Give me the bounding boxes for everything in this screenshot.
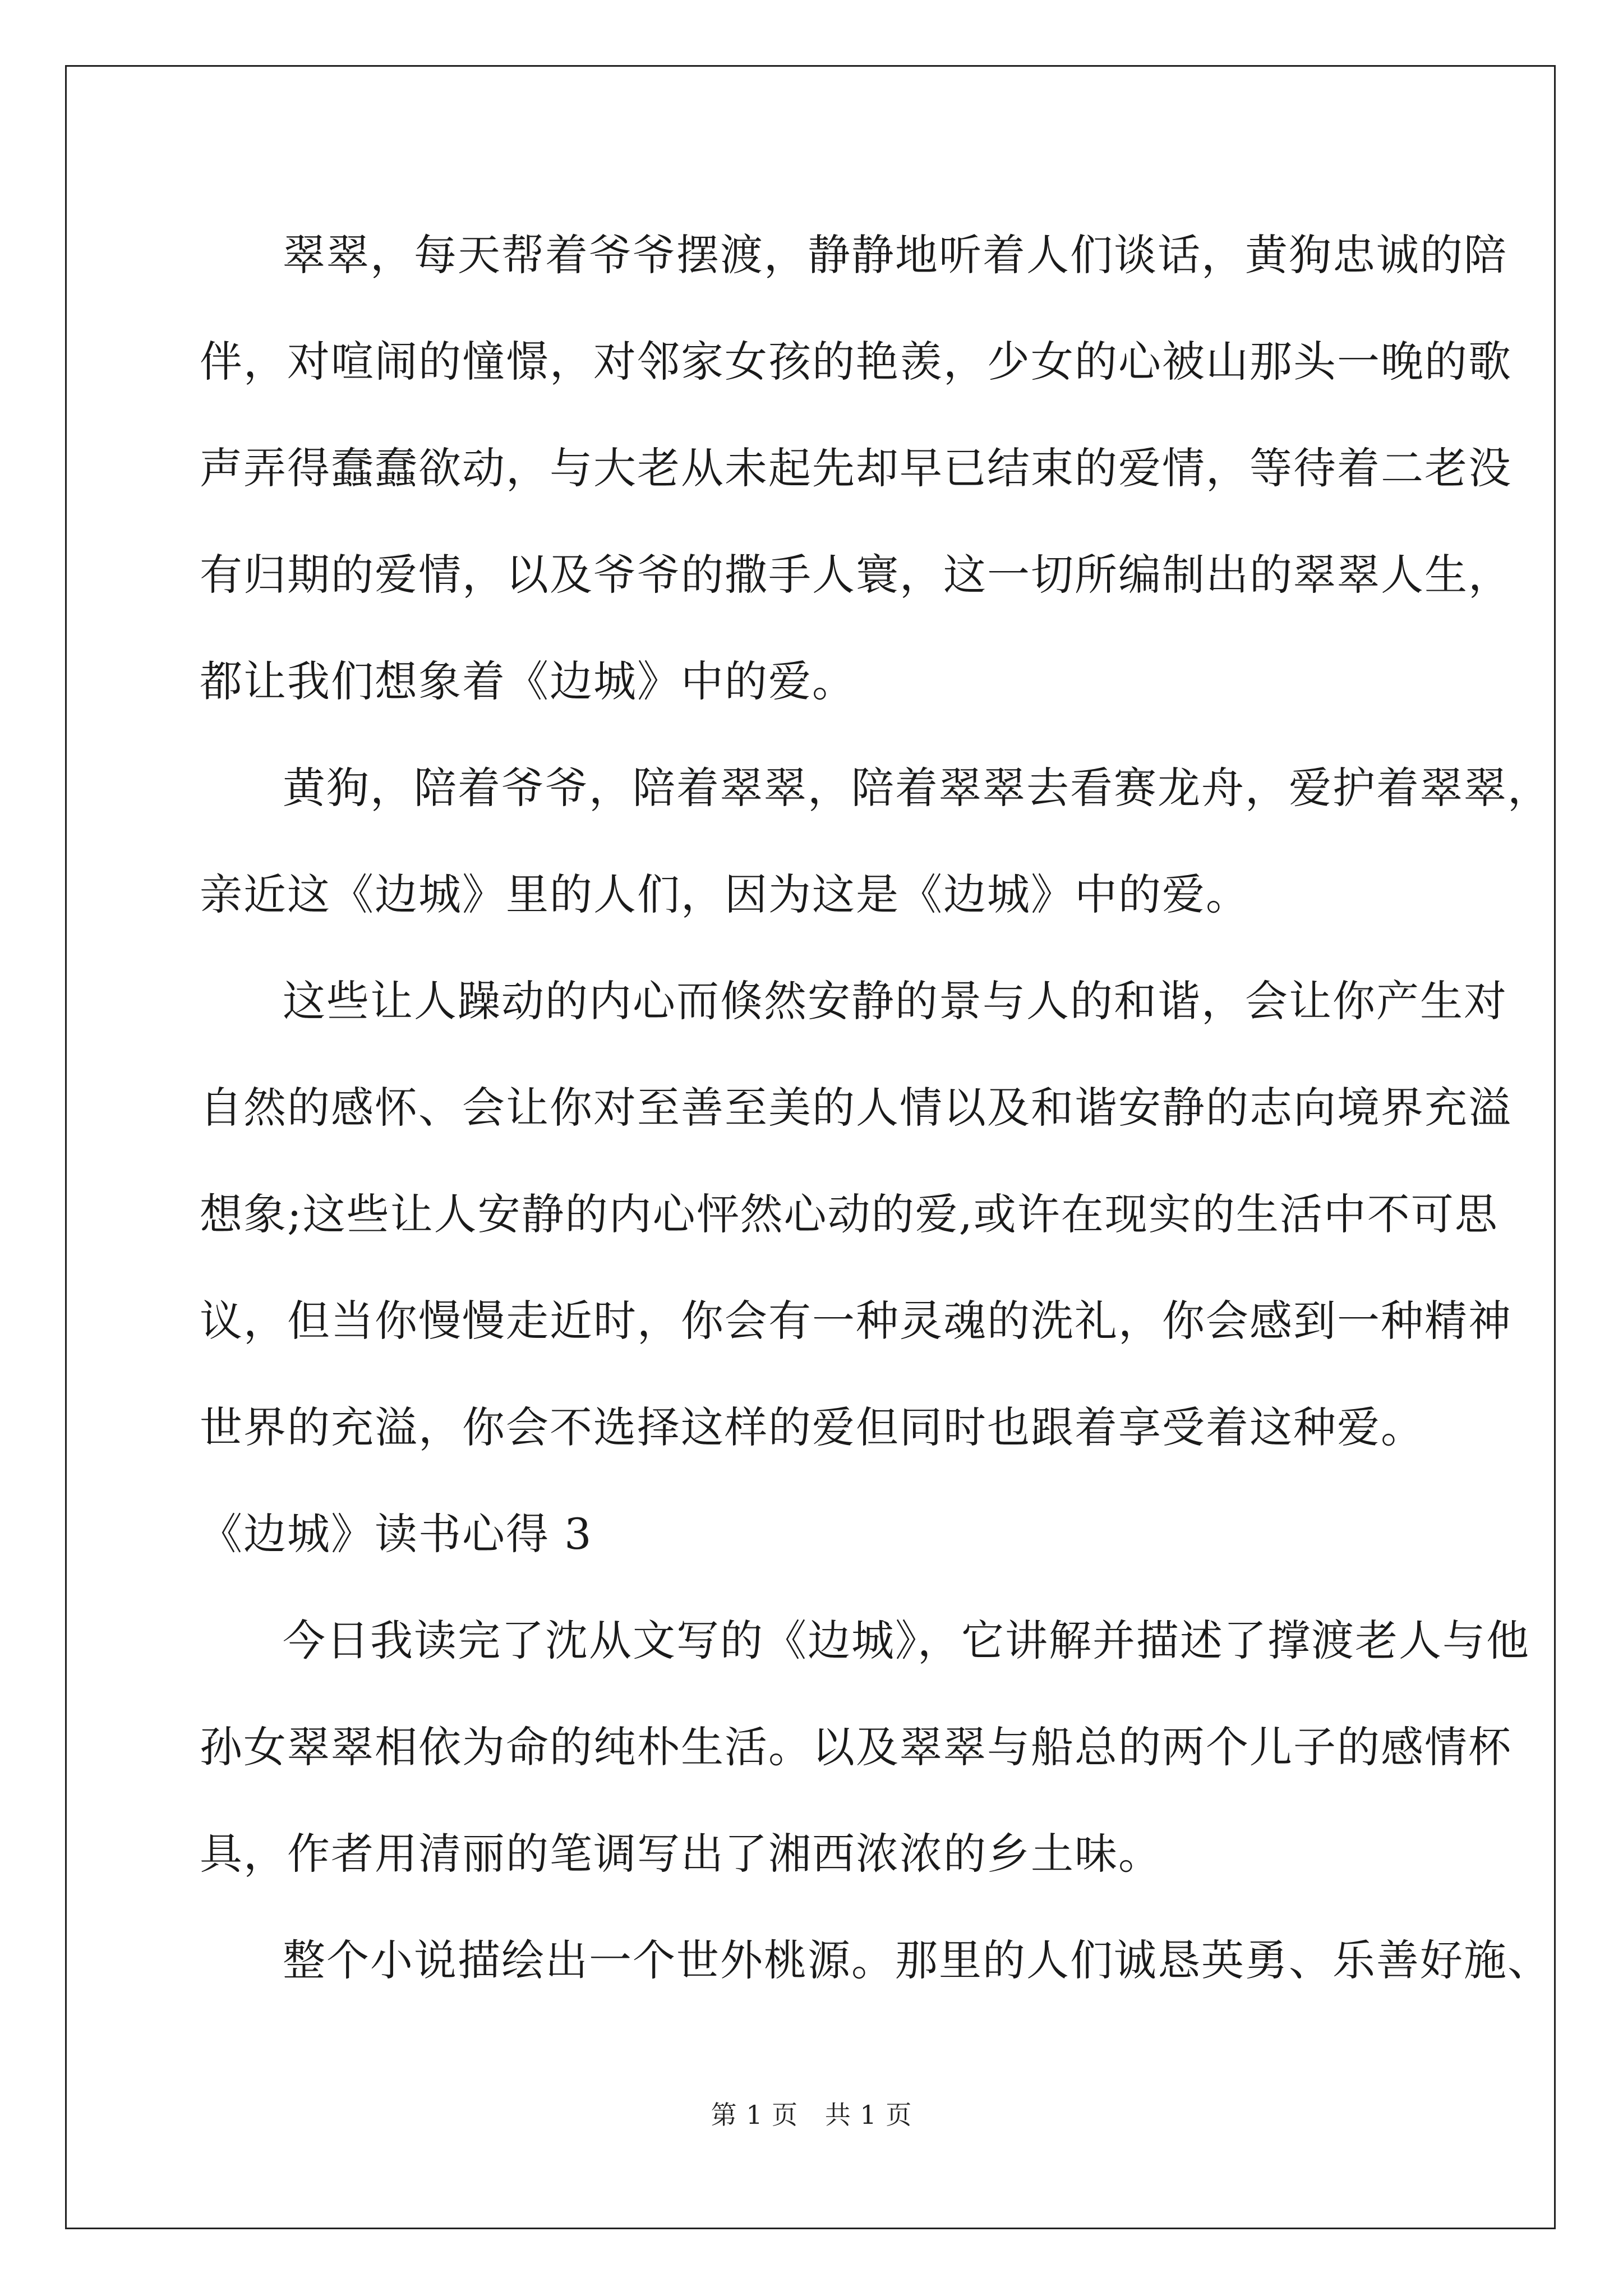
paragraph [200,948,1512,1481]
page-total: 共 1 页 [824,2100,912,2130]
text-line: 今日我读完了沈从文写的《边城》，它讲解并描述了撑渡老人与他 [283,1616,1530,1665]
text-line: 想象;这些让人安静的内心怦然心动的爱,或许在现实的生活中不可思 [200,1189,1498,1239]
paragraph [200,202,1512,735]
text-line: 声弄得蠢蠢欲动，与大老从未起先却早已结束的爱情，等待着二老没 [200,443,1512,493]
text-line: 这些让人躁动的内心而倏然安静的景与人的和谐，会让你产生对 [283,976,1507,1026]
section-title: 《边城》读书心得 3 [200,1509,593,1559]
text-line: 有归期的爱情，以及爷爷的撒手人寰，这一切所编制出的翠翠人生， [200,550,1512,600]
text-line: 具，作者用清丽的笔调写出了湘西浓浓的乡土味。 [200,1829,1162,1879]
text-line: 整个小说描绘出一个世外桃源。那里的人们诚恳英勇、乐善好施、 [283,1935,1551,1985]
paragraph [200,1907,1551,2014]
text-line: 都让我们想象着《边城》中的爱。 [200,656,856,706]
page-number: 第 1 页 [711,2100,799,2130]
text-line: 世界的充溢，你会不选择这样的爱但同时也跟着享受着这种爱。 [200,1402,1424,1452]
text-line: 亲近这《边城》里的人们，因为这是《边城》中的爱。 [200,869,1249,919]
page-footer [0,2098,1623,2132]
text-line: 翠翠，每天帮着爷爷摆渡，静静地听着人们谈话，黄狗忠诚的陪 [283,230,1507,280]
text-line: 自然的感怀、会让你对至善至美的人情以及和谐安静的志向境界充溢 [200,1083,1512,1133]
text-line: 孙女翠翠相依为命的纯朴生活。以及翠翠与船总的两个儿子的感情杯 [200,1722,1512,1772]
paragraph [200,735,1551,948]
paragraph [200,1588,1530,1907]
text-line: 议，但当你慢慢走近时，你会有一种灵魂的洗礼，你会感到一种精神 [200,1296,1512,1346]
text-line: 黄狗，陪着爷爷，陪着翠翠，陪着翠翠去看赛龙舟，爱护着翠翠， [283,763,1551,813]
document-body [200,202,1551,2014]
text-line: 伴，对喧闹的憧憬，对邻家女孩的艳羡，少女的心被山那头一晚的歌 [200,337,1512,386]
